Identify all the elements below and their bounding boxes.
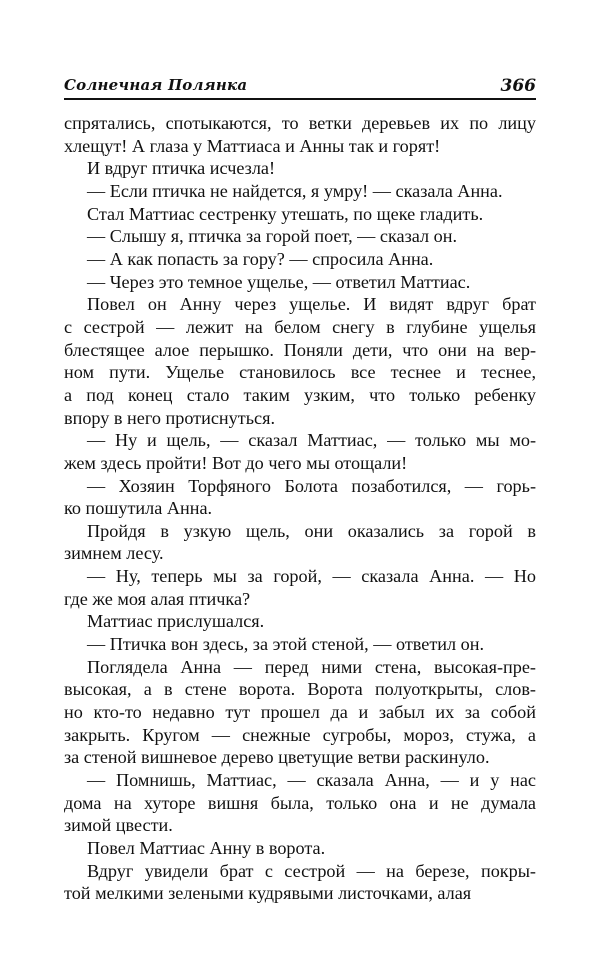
- paragraph-first-line: Поглядела Анна — перед ними стена, высокая-пре-: [87, 656, 536, 677]
- paragraph-first-line: Повел Маттиас Анну в ворота.: [87, 838, 326, 858]
- paragraph-first-line: — Если птичка не найдется, я умру! — сказала Анна.: [87, 180, 503, 201]
- paragraph-line: хлещут! А глаза у Маттиаса и Анны так и горят!: [64, 135, 441, 156]
- paragraph-line: дома на хуторе вишня была, только она и не думала: [64, 792, 536, 813]
- paragraph-line: закрыть. Кругом — снежные сугробы, мороз, стужа, а: [64, 724, 536, 745]
- paragraph-line: а под конец стало таким узким, что только ребенку: [64, 384, 536, 405]
- paragraph-first-line: — Ну и щель, — сказал Маттиас, — только мы мо-: [87, 430, 536, 451]
- paragraph-first-line: — Слышу я, птичка за горой поет, — сказал он.: [87, 226, 458, 247]
- paragraph-first-line: спрятались, спотыкаются, то ветки деревьев их по лицу: [64, 113, 536, 133]
- paragraph-line: где же моя алая птичка?: [64, 588, 251, 609]
- paragraph-first-line: — Через это темное ущелье, — ответил Маттиас.: [87, 271, 471, 292]
- running-head: [64, 72, 536, 100]
- paragraph-line: впору в него протиснуться.: [64, 407, 275, 428]
- paragraph-first-line: — Помнишь, Маттиас, — сказала Анна, — и у нас: [87, 770, 536, 791]
- paragraph-first-line: Маттиас прислушался.: [87, 611, 265, 632]
- paragraph-first-line: Вдруг увидели брат с сестрой — на березе, покры-: [87, 860, 536, 881]
- paragraph-first-line: — А как попасть за гору? — спросила Анна.: [87, 248, 434, 269]
- paragraph-line: той мелкими зелеными кудрявыми листочками, алая: [64, 883, 472, 904]
- paragraph-line: блестящее алое перышко. Поняли дети, что они на вер-: [64, 339, 536, 360]
- paragraph-line: с сестрой — лежит на белом снегу в глубине ущелья: [64, 316, 536, 337]
- paragraph-line: жем здесь пройти! Вот до чего мы отощали!: [64, 452, 408, 473]
- paragraph-first-line: — Ну, теперь мы за горой, — сказала Анна. — Но: [87, 566, 536, 587]
- paragraph-line: зимой цвести.: [64, 815, 173, 836]
- book-title: Солнечная Полянка: [64, 76, 248, 94]
- paragraph-line: за стеной вишневое дерево цветущие ветви раскинуло.: [64, 747, 490, 768]
- paragraph-line: высокая, а в стене ворота. Ворота полуоткрыты, слов-: [64, 679, 536, 700]
- paragraph-first-line: Стал Маттиас сестренку утешать, по щеке гладить.: [87, 203, 484, 224]
- paragraph-first-line: — Птичка вон здесь, за этой стеной, — ответил он.: [87, 634, 485, 655]
- paragraph-first-line: Пройдя в узкую щель, они оказались за горой в: [87, 520, 536, 541]
- page-number: 366: [500, 76, 536, 96]
- paragraph-line: ном пути. Ущелье становилось все теснее и теснее,: [64, 362, 536, 383]
- paragraph-first-line: — Хозяин Торфяного Болота позаботился, — горь-: [87, 475, 536, 496]
- paragraph-line: зимнем лесу.: [64, 543, 164, 564]
- paragraph-first-line: И вдруг птичка исчезла!: [87, 158, 276, 179]
- paragraph-first-line: Повел он Анну через ущелье. И видят вдруг брат: [87, 294, 536, 315]
- header-rule: [64, 98, 536, 100]
- body-text: [64, 112, 536, 905]
- paragraph-line: но кто-то недавно тут прошел да и забыл их за собой: [64, 702, 536, 723]
- paragraph-line: ко пошутила Анна.: [64, 498, 213, 519]
